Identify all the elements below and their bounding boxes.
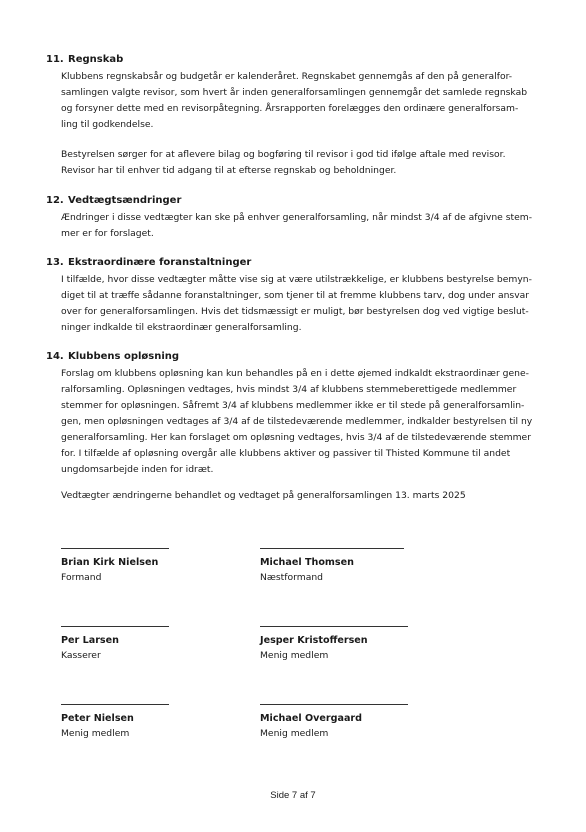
section-body	[61, 366, 546, 478]
text-line: for. I tilfælde af opløsning overgår alle klubbens aktiver og passiver til Thisted Kommune til andet	[61, 448, 511, 459]
signature-block	[61, 704, 169, 740]
signatory-name: Brian Kirk Nielsen	[61, 557, 159, 568]
section-number: 14.	[46, 351, 64, 362]
section-body	[61, 69, 546, 179]
text-line: ralforsamling. Opløsningen vedtages, hvis mindst 3/4 af klubbens stemmeberettigede medlemmer	[61, 384, 517, 395]
signature-block	[260, 626, 408, 662]
signatory-role: Menig medlem	[260, 728, 329, 739]
section-heading	[46, 256, 546, 269]
text-line: mer er for forslaget.	[61, 228, 154, 239]
section-heading	[46, 194, 546, 207]
signatory-role: Kasserer	[61, 650, 101, 661]
section-heading	[46, 350, 546, 363]
section-number: 12.	[46, 195, 64, 206]
signatory-name: Michael Overgaard	[260, 713, 363, 724]
text-line: Ændringer i disse vedtægter kan ske på enhver generalforsamling, når mindst 3/4 af de afgivne stem-	[61, 212, 533, 223]
signature-block	[61, 548, 169, 584]
signatory-role: Menig medlem	[260, 650, 329, 661]
section-13	[46, 256, 546, 336]
text-line: ninger indkalde til ekstraordinær generalforsamling.	[61, 322, 302, 333]
text-line: diget til at træffe sådanne foranstaltninger, som tjener til at fremme klubbens tarv, dog under ansvar	[61, 290, 530, 301]
text-line: Forslag om klubbens opløsning kan kun behandles på en i dette øjemed indkaldt ekstraordinær gene-	[61, 368, 529, 379]
section-11	[46, 53, 546, 179]
signature-line	[61, 626, 169, 627]
section-number: 13.	[46, 257, 64, 268]
section-14	[46, 350, 546, 478]
signatory-role: Formand	[61, 572, 102, 583]
text-line: over for generalforsamlingen. Hvis det tidsmæssigt er muligt, bør bestyrelsen dog ved vigtige beslut-	[61, 306, 529, 317]
signatory-role: Menig medlem	[61, 728, 130, 739]
signature-line	[61, 704, 169, 705]
signatory-name: Jesper Kristoffersen	[260, 635, 368, 646]
adoption-statement: Vedtægter ændringerne behandlet og vedtaget på generalforsamlingen 13. marts 2025	[61, 490, 466, 501]
text-line: gen, men opløsningen vedtages af 3/4 af de tilstedeværende medlemmer, indkalder bestyrelsen til ny	[61, 416, 533, 427]
section-12	[46, 194, 546, 242]
text-line: I tilfælde, hvor disse vedtægter måtte vise sig at være utilstrækkelige, er klubbens bestyrelse bemyn-	[61, 274, 532, 285]
text-line: Revisor har til enhver tid adgang til at efterse regnskab og beholdninger.	[61, 165, 397, 176]
signatory-name: Michael Thomsen	[260, 557, 354, 568]
signatory-name: Peter Nielsen	[61, 713, 134, 724]
section-number: 11.	[46, 54, 64, 65]
signatory-name: Per Larsen	[61, 635, 119, 646]
text-line: Klubbens regnskabsår og budgetår er kalenderåret. Regnskabet gennemgås af den på generalfor-	[61, 71, 513, 82]
section-heading	[46, 53, 546, 66]
signature-block	[61, 626, 169, 662]
section-title: Regnskab	[68, 54, 124, 65]
signatory-role: Næstformand	[260, 572, 323, 583]
page-number: Side 7 af 7	[270, 790, 316, 801]
text-line: generalforsamling. Her kan forslaget om opløsning vedtages, hvis 3/4 af de tilstedeværende stemmer	[61, 432, 531, 443]
signature-line	[61, 548, 169, 549]
text-line: ungdomsarbejde inden for idræt.	[61, 464, 214, 475]
text-line: og forsyner dette med en revisorpåtegning. Årsrapporten forelægges den ordinære generalforsam-	[61, 103, 519, 114]
section-title: Ekstraordinære foranstaltninger	[68, 257, 252, 268]
section-title: Vedtægtsændringer	[68, 195, 182, 206]
signature-line	[260, 548, 404, 549]
text-line: samlingen valgte revisor, som hvert år inden generalforsamlingen gennemgår det samlede regnskab	[61, 87, 528, 98]
section-title: Klubbens opløsning	[68, 351, 180, 362]
section-body	[61, 210, 546, 242]
text-line: ling til godkendelse.	[61, 119, 154, 130]
signature-line	[260, 704, 408, 705]
text-line: stemmer for opløsningen. Såfremt 3/4 af klubbens medlemmer ikke er til stede på generalforsamlin-	[61, 400, 525, 411]
text-line: Bestyrelsen sørger for at aflevere bilag og bogføring til revisor i god tid ifølge aftale med revisor.	[61, 149, 506, 160]
section-body	[61, 272, 546, 336]
signature-line	[260, 626, 408, 627]
signature-block	[260, 704, 408, 740]
signature-block	[260, 548, 404, 584]
